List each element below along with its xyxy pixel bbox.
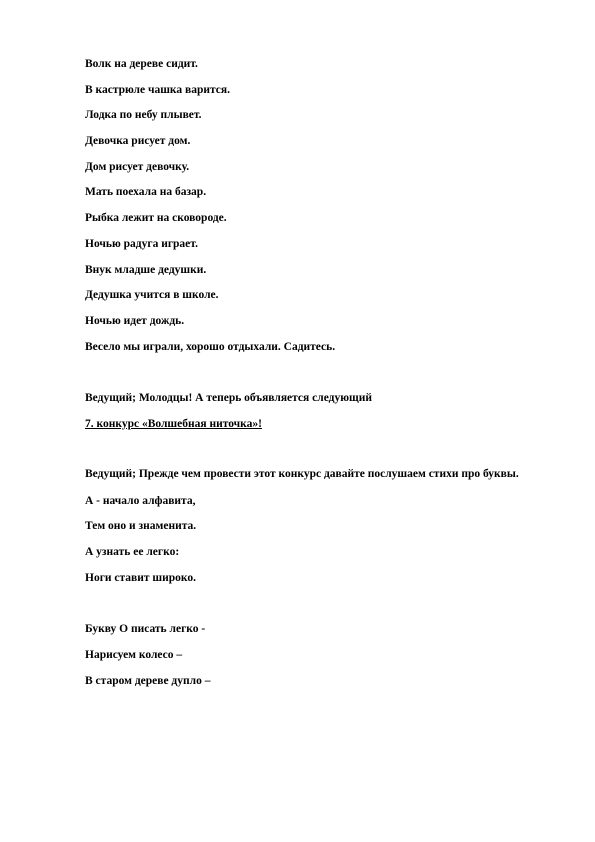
poem-line: Нарисуем колесо – bbox=[85, 648, 183, 661]
text-line: Ночью радуга играет. bbox=[85, 237, 198, 250]
text-line: Дедушка учится в школе. bbox=[85, 289, 219, 302]
document-text bbox=[85, 57, 545, 699]
poem-line: В старом дереве дупло – bbox=[85, 674, 211, 687]
text-line: Весело мы играли, хорошо отдыхали. Садитесь. bbox=[85, 340, 336, 353]
blank-line bbox=[85, 365, 545, 391]
poem-line: Ноги ставит широко. bbox=[85, 571, 197, 584]
text-line: Ночью идет дождь. bbox=[85, 314, 185, 327]
blank-line bbox=[85, 596, 545, 622]
text-line: Девочка рисует дом. bbox=[85, 135, 191, 148]
poem-line: А - начало алфавита, bbox=[85, 494, 196, 507]
text-line: В кастрюле чашка варится. bbox=[85, 83, 230, 96]
announcer-line: Ведущий; Молодцы! А теперь объявляется следующий bbox=[85, 391, 372, 404]
text-line: Дом рисует девочку. bbox=[85, 160, 190, 173]
text-line: Мать поехала на базар. bbox=[85, 186, 207, 199]
text-line: Рыбка лежит на сковороде. bbox=[85, 212, 227, 225]
text-line: Внук младше дедушки. bbox=[85, 263, 207, 276]
text-line: Лодка по небу плывет. bbox=[85, 109, 202, 122]
poem-line: А узнать ее легко: bbox=[85, 546, 180, 559]
poem-line: Тем оно и знаменита. bbox=[85, 520, 197, 533]
announcer-paragraph: Ведущий; Прежде чем провести этот конкурс давайте послушаем стихи про буквы. bbox=[85, 468, 519, 480]
poem-line: Букву О писать легко - bbox=[85, 623, 206, 636]
text-line: Волк на дереве сидит. bbox=[85, 58, 198, 70]
contest-title: 7. конкурс «Волшебная ниточка»! bbox=[85, 417, 262, 430]
